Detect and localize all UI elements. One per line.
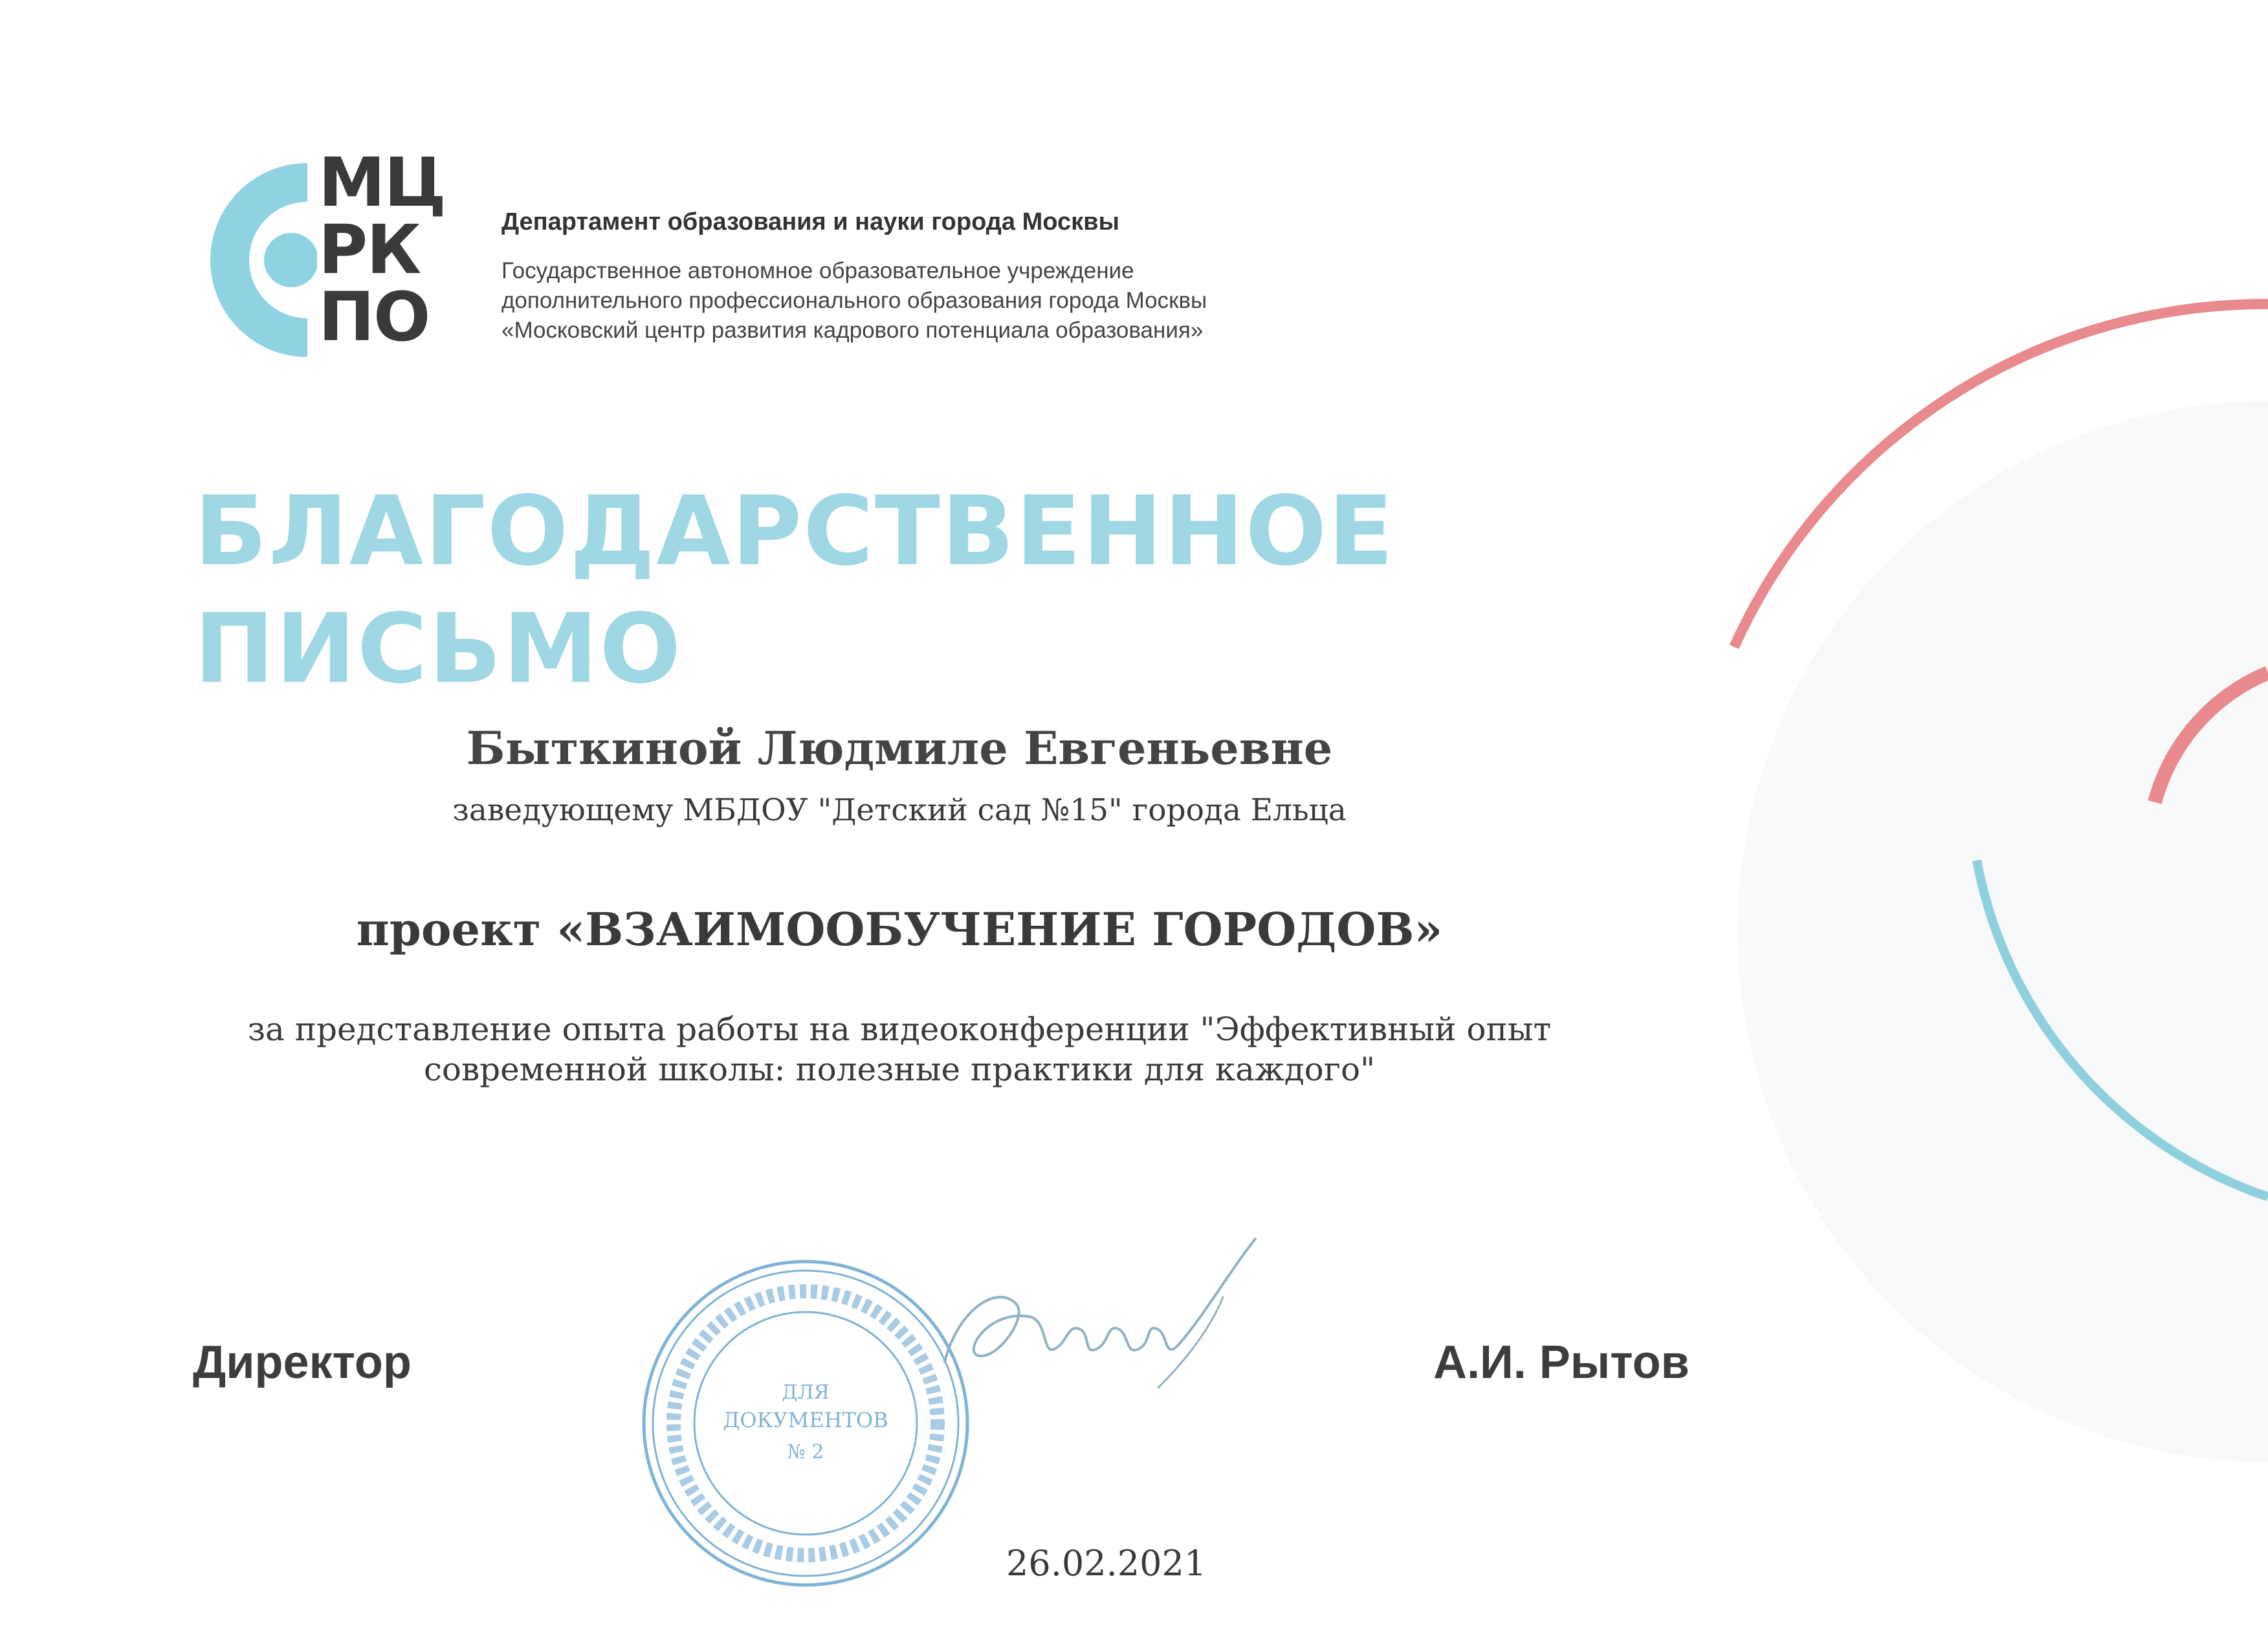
recipient-position: заведующему МБДОУ "Детский сад №15" города Ельца	[452, 793, 1347, 828]
project-title: проект «ВЗАИМООБУЧЕНИЕ ГОРОДОВ»	[356, 902, 1443, 956]
heading-line-2: ПИСЬМО	[194, 593, 683, 705]
handwritten-signature	[919, 1232, 1281, 1439]
reason-line-1: за представление опыта работы на видеоконференции "Эффективный опыт	[247, 1011, 1552, 1048]
reason-line-2: современной школы: полезные практики для каждого"	[423, 1051, 1376, 1088]
logo-line-1: МЦ	[318, 143, 445, 222]
logo-line-2: РК	[318, 210, 421, 289]
document-heading	[194, 472, 1394, 708]
background-circle	[1737, 401, 2268, 1462]
signatory-title: Директор	[193, 1337, 412, 1388]
logo-arc-mark	[194, 163, 317, 357]
org-line-2: дополнительного профессионального образования города Москвы	[501, 288, 1207, 313]
department-name: Департамент образования и науки города Москвы	[501, 208, 1119, 235]
organization-info	[501, 206, 1207, 345]
award-reason	[0, 1009, 1799, 1089]
stamp-text-1: ДЛЯ	[782, 1381, 830, 1404]
stamp-text-3: № 2	[787, 1441, 824, 1463]
recipient-name: Быткиной Людмиле Евгеньевне	[466, 721, 1333, 775]
org-line-1: Государственное автономное образовательное учреждение	[501, 258, 1134, 283]
logo-line-3: ПО	[318, 278, 430, 356]
stamp-text-2: ДОКУМЕНТОВ	[723, 1408, 888, 1432]
organization-logo	[194, 143, 466, 362]
document-date: 26.02.2021	[1006, 1543, 1207, 1584]
heading-line-1: БЛАГОДАРСТВЕННОЕ	[194, 476, 1395, 587]
logo-text	[318, 143, 445, 356]
org-line-3: «Московский центр развития кадрового потенциала образования»	[501, 318, 1204, 343]
signatory-name: А.И. Рытов	[1433, 1337, 1690, 1388]
